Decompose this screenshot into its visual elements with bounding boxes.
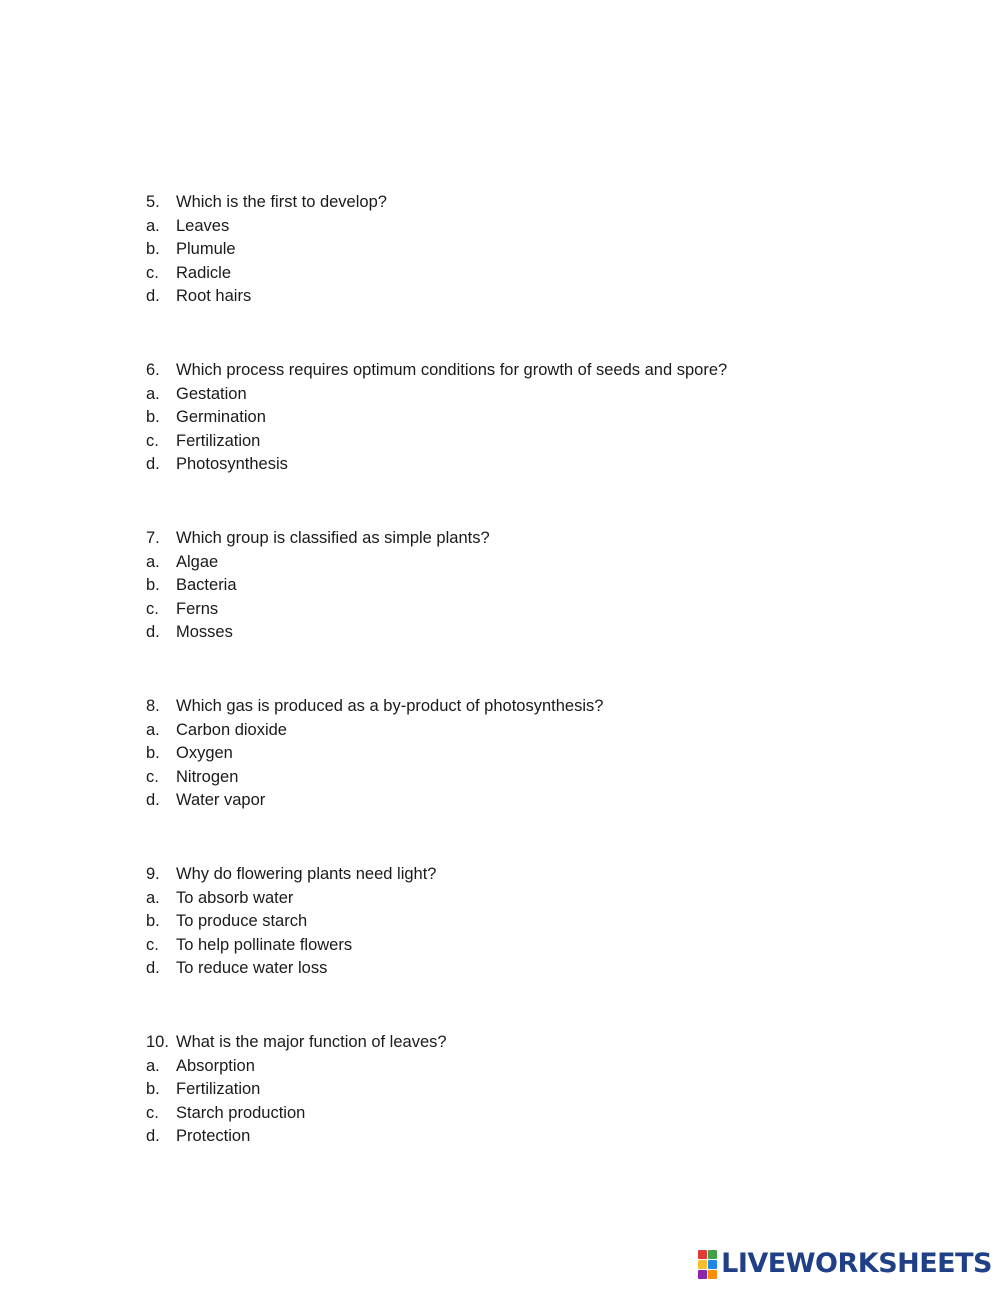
option-letter: a. xyxy=(146,888,160,907)
question-stem xyxy=(146,695,926,719)
option-letter: c. xyxy=(146,1103,159,1122)
answer-option[interactable] xyxy=(146,430,926,454)
option-letter: b. xyxy=(146,912,160,931)
option-letter: c. xyxy=(146,263,159,282)
quiz-questions xyxy=(146,191,926,1199)
option-letter: c. xyxy=(146,767,159,786)
option-text: To reduce water loss xyxy=(176,959,328,978)
answer-option[interactable] xyxy=(146,957,926,981)
option-text: To produce starch xyxy=(176,912,308,931)
answer-option[interactable] xyxy=(146,574,926,598)
option-text: To help pollinate flowers xyxy=(176,935,353,954)
option-letter: d. xyxy=(146,1127,160,1146)
answer-option[interactable] xyxy=(146,742,926,766)
option-letter: a. xyxy=(146,216,160,235)
option-letter: a. xyxy=(146,1056,160,1075)
answer-option[interactable] xyxy=(146,934,926,958)
option-text: Radicle xyxy=(176,263,232,282)
option-text: Oxygen xyxy=(176,744,233,763)
option-text: Photosynthesis xyxy=(176,455,288,474)
answer-option[interactable] xyxy=(146,598,926,622)
question-stem xyxy=(146,359,926,383)
answer-option[interactable] xyxy=(146,719,926,743)
answer-option[interactable] xyxy=(146,238,926,262)
option-letter: d. xyxy=(146,791,160,810)
question-number: 5. xyxy=(146,193,160,211)
logo-text: LIVEWORKSHEETS xyxy=(721,1248,992,1279)
question-number: 6. xyxy=(146,361,160,379)
answer-option[interactable] xyxy=(146,453,926,477)
option-text: Protection xyxy=(176,1127,251,1146)
question-9 xyxy=(146,863,926,1031)
question-6 xyxy=(146,359,926,527)
option-text: Germination xyxy=(176,408,266,427)
option-letter: a. xyxy=(146,384,160,403)
option-letter: b. xyxy=(146,408,160,427)
question-number: 9. xyxy=(146,865,160,883)
question-10 xyxy=(146,1031,926,1199)
option-text: Algae xyxy=(176,552,219,571)
option-letter: c. xyxy=(146,599,159,618)
answer-option[interactable] xyxy=(146,1102,926,1126)
question-number: 7. xyxy=(146,529,160,547)
logo-square xyxy=(708,1270,717,1279)
answer-option[interactable] xyxy=(146,766,926,790)
question-text: What is the major function of leaves? xyxy=(176,1033,447,1051)
option-letter: d. xyxy=(146,287,160,306)
logo-square xyxy=(708,1250,717,1259)
logo-square xyxy=(698,1250,707,1259)
option-letter: d. xyxy=(146,959,160,978)
answer-option[interactable] xyxy=(146,1055,926,1079)
option-letter: a. xyxy=(146,552,160,571)
question-text: Which is the first to develop? xyxy=(176,193,387,211)
option-letter: d. xyxy=(146,623,160,642)
answer-option[interactable] xyxy=(146,789,926,813)
option-letter: b. xyxy=(146,240,160,259)
logo-square xyxy=(698,1260,707,1269)
answer-option[interactable] xyxy=(146,621,926,645)
option-letter: c. xyxy=(146,935,159,954)
answer-option[interactable] xyxy=(146,262,926,286)
question-stem xyxy=(146,527,926,551)
logo-square xyxy=(698,1270,707,1279)
option-letter: a. xyxy=(146,720,160,739)
question-text: Which group is classified as simple plants? xyxy=(176,529,490,547)
option-text: Carbon dioxide xyxy=(176,720,287,739)
logo-mark-icon xyxy=(698,1250,717,1279)
answer-option[interactable] xyxy=(146,1078,926,1102)
option-text: Plumule xyxy=(176,240,236,259)
option-text: Root hairs xyxy=(176,287,252,306)
option-letter: b. xyxy=(146,1080,160,1099)
option-text: Starch production xyxy=(176,1103,306,1122)
option-text: Fertilization xyxy=(176,1080,261,1099)
option-text: Water vapor xyxy=(176,791,266,810)
question-text: Which gas is produced as a by-product of photosynthesis? xyxy=(176,697,604,715)
answer-option[interactable] xyxy=(146,215,926,239)
option-text: Gestation xyxy=(176,384,247,403)
question-5 xyxy=(146,191,926,359)
option-text: Fertilization xyxy=(176,431,261,450)
option-letter: b. xyxy=(146,744,160,763)
option-text: Mosses xyxy=(176,623,233,642)
answer-option[interactable] xyxy=(146,406,926,430)
question-7 xyxy=(146,527,926,695)
question-stem xyxy=(146,191,926,215)
answer-option[interactable] xyxy=(146,285,926,309)
answer-option[interactable] xyxy=(146,383,926,407)
question-number: 8. xyxy=(146,697,160,715)
answer-option[interactable] xyxy=(146,910,926,934)
option-letter: d. xyxy=(146,455,160,474)
question-text: Which process requires optimum conditions for growth of seeds and spore? xyxy=(176,361,728,379)
question-8 xyxy=(146,695,926,863)
answer-option[interactable] xyxy=(146,551,926,575)
option-text: Absorption xyxy=(176,1056,255,1075)
question-stem xyxy=(146,1031,926,1055)
option-letter: b. xyxy=(146,576,160,595)
option-text: Leaves xyxy=(176,216,230,235)
answer-option[interactable] xyxy=(146,887,926,911)
question-stem xyxy=(146,863,926,887)
question-text: Why do flowering plants need light? xyxy=(176,865,437,883)
option-text: To absorb water xyxy=(176,888,294,907)
answer-option[interactable] xyxy=(146,1125,926,1149)
option-text: Ferns xyxy=(176,599,219,618)
option-text: Bacteria xyxy=(176,576,237,595)
option-text: Nitrogen xyxy=(176,767,239,786)
liveworksheets-logo xyxy=(698,1249,992,1279)
option-letter: c. xyxy=(146,431,159,450)
logo-square xyxy=(708,1260,717,1269)
question-number: 10. xyxy=(146,1033,169,1051)
